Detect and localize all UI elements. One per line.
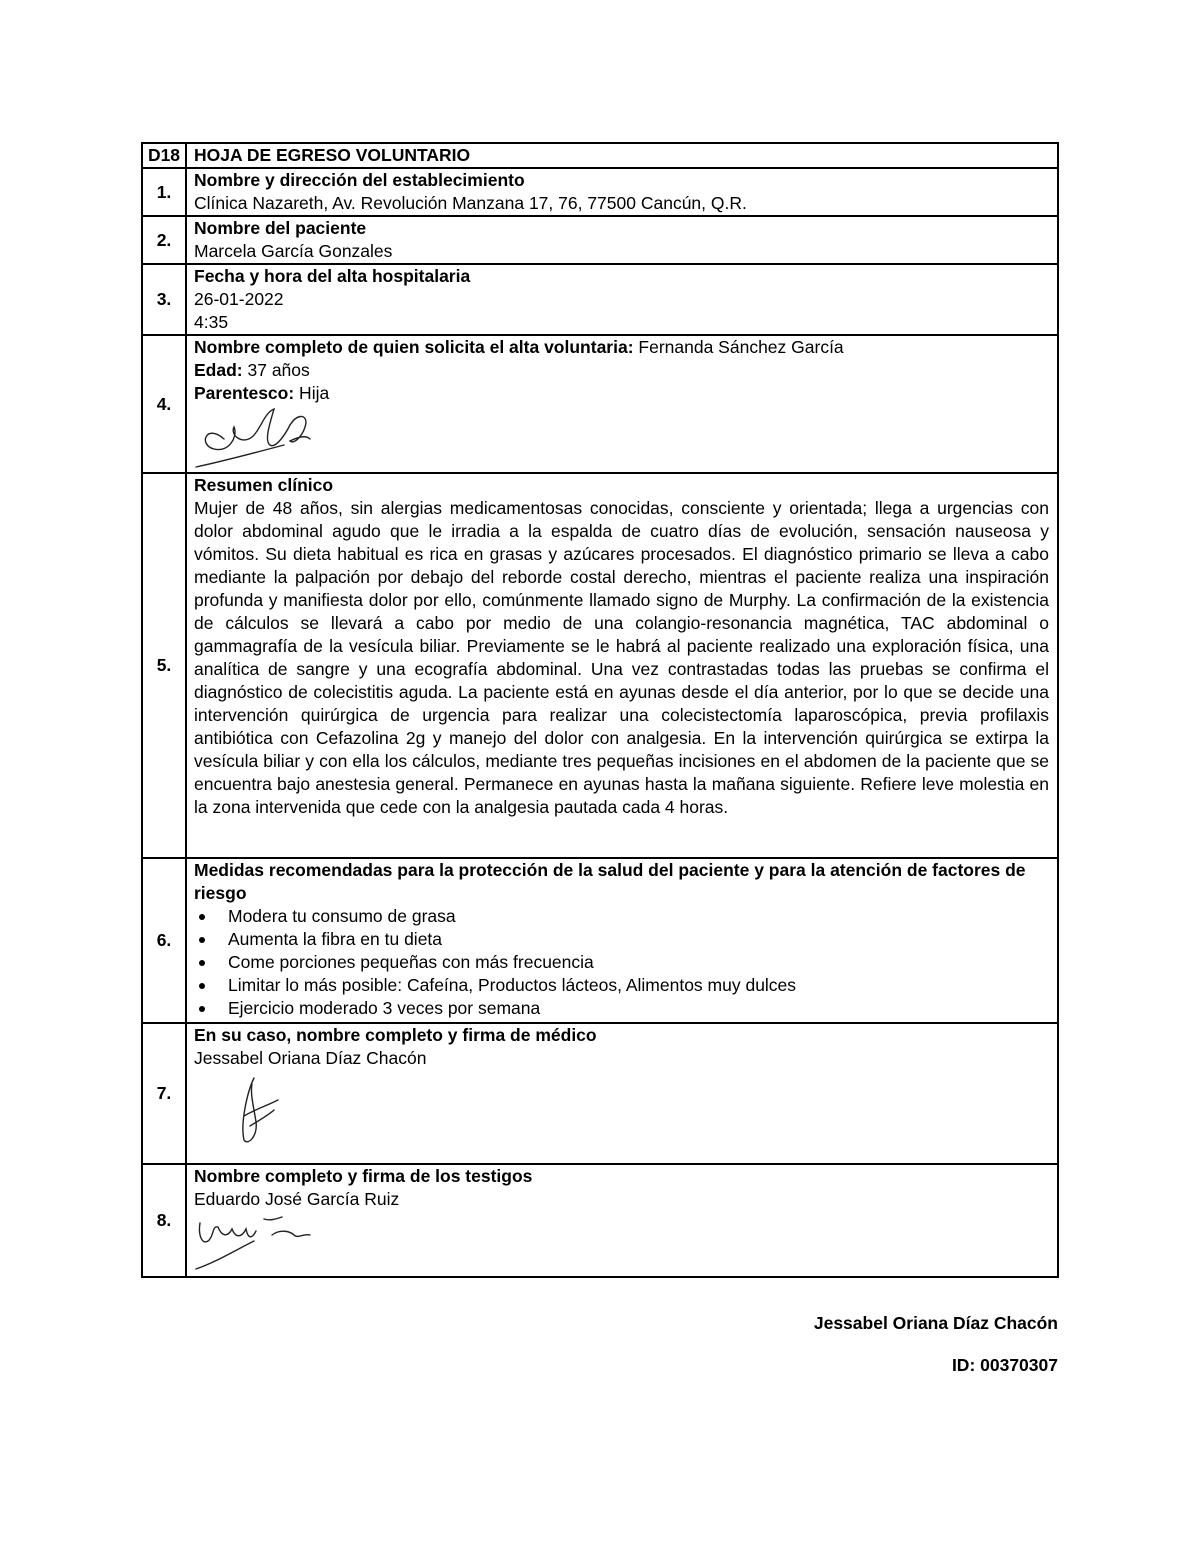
section-3-content	[186, 264, 1058, 335]
requester-value: Fernanda Sánchez García	[633, 337, 844, 357]
section-6-content	[186, 858, 1058, 1023]
section-2-row	[142, 216, 1058, 264]
patient-name-value: Marcela García Gonzales	[194, 241, 393, 261]
section-8-content	[186, 1164, 1058, 1277]
section-4-number: 4.	[142, 335, 186, 473]
section-6-number: 6.	[142, 858, 186, 1023]
relation-label: Parentesco:	[194, 383, 295, 403]
list-item: Ejercicio moderado 3 veces por semana	[194, 997, 1049, 1020]
physician-name: Jessabel Oriana Díaz Chacón	[194, 1048, 427, 1068]
form-code: D18	[142, 143, 186, 168]
section-8-number: 8.	[142, 1164, 186, 1277]
section-8-row	[142, 1164, 1058, 1277]
section-1-row	[142, 168, 1058, 216]
witness-heading: Nombre completo y firma de los testigos	[194, 1166, 533, 1186]
clinical-summary-heading: Resumen clínico	[194, 475, 334, 495]
section-2-content	[186, 216, 1058, 264]
witness-signature	[194, 1211, 324, 1271]
section-3-row	[142, 264, 1058, 335]
establishment-heading: Nombre y dirección del establecimiento	[194, 170, 525, 190]
list-item: Come porciones pequeñas con más frecuencia	[194, 951, 1049, 974]
relation-value: Hija	[294, 383, 330, 403]
section-5-row	[142, 473, 1058, 858]
section-7-content	[186, 1023, 1058, 1164]
section-4-row	[142, 335, 1058, 473]
section-1-number: 1.	[142, 168, 186, 216]
physician-signature	[214, 1070, 334, 1150]
list-item: Aumenta la fibra en tu dieta	[194, 928, 1049, 951]
section-6-row	[142, 858, 1058, 1023]
age-label: Edad:	[194, 360, 243, 380]
section-7-row	[142, 1023, 1058, 1164]
footer-id: ID: 00370307	[951, 1355, 1058, 1375]
footer-author: Jessabel Oriana Díaz Chacón	[813, 1313, 1058, 1333]
requester-label: Nombre completo de quien solicita el alta voluntaria:	[194, 337, 634, 357]
list-item: Modera tu consumo de grasa	[194, 905, 1049, 928]
section-2-number: 2.	[142, 216, 186, 264]
relation-line	[194, 382, 1049, 405]
discharge-form-table	[141, 142, 1059, 1278]
recommendations-list	[194, 905, 1049, 1020]
discharge-date: 26-01-2022	[194, 289, 284, 309]
form-header-row	[142, 143, 1058, 168]
section-5-number: 5.	[142, 473, 186, 858]
witness-name: Eduardo José García Ruiz	[194, 1189, 400, 1209]
patient-name-heading: Nombre del paciente	[194, 218, 367, 238]
age-value: 37 años	[242, 360, 310, 380]
section-1-content	[186, 168, 1058, 216]
form-title: HOJA DE EGRESO VOLUNTARIO	[186, 143, 1058, 168]
section-4-content	[186, 335, 1058, 473]
section-3-number: 3.	[142, 264, 186, 335]
section-5-content	[186, 473, 1058, 858]
age-line	[194, 359, 1049, 382]
requester-line	[194, 336, 1049, 359]
section-7-number: 7.	[142, 1023, 186, 1164]
discharge-datetime-heading: Fecha y hora del alta hospitalaria	[194, 266, 471, 286]
list-item: Limitar lo más posible: Cafeína, Productos lácteos, Alimentos muy dulces	[194, 974, 1049, 997]
clinical-summary-text: Mujer de 48 años, sin alergias medicamentosas conocidas, consciente y orientada; llega a urgencias con dolor abdominal agudo que le irradia a la espalda de cuatro días de evolución, sensación nauseosa y vómitos. Su dieta habitual es rica en grasas y azúcares procesados. El diagnóstico primario se lleva a cabo mediante la palpación por debajo del reborde costal derecho, mientras el paciente realiza una inspiración profunda y manifiesta dolor por ello, comúnmente llamado signo de Murphy. La confirmación de la existencia de cálculos se llevará a cabo por medio de una colangio-resonancia magnética, TAC abdominal o gammagrafía de la vesícula biliar. Previamente se le habrá al paciente realizado una exploración física, una analítica de sangre y una ecografía abdominal. Una vez contrastadas todas las pruebas se confirma el diagnóstico de colecistitis aguda. La paciente está en ayunas desde el día anterior, por lo que se decide una intervención quirúrgica de urgencia para realizar una colecistectomía laparoscópica, previa profilaxis antibiótica con Cefazolina 2g y manejo del dolor con analgesia. En la intervención quirúrgica se extirpa la vesícula biliar y con ella los cálculos, mediante tres pequeñas incisiones en el abdomen de la paciente que se encuentra bajo anestesia general. Permanece en ayunas hasta la mañana siguiente. Refiere leve molestia en la zona intervenida que cede con la analgesia pautada cada 4 horas.	[194, 498, 1049, 817]
discharge-time: 4:35	[194, 312, 229, 332]
recommendations-heading: Medidas recomendadas para la protección de la salud del paciente y para la atención de factores de riesgo	[194, 860, 1026, 903]
requester-signature	[194, 405, 324, 469]
physician-heading: En su caso, nombre completo y firma de médico	[194, 1025, 597, 1045]
establishment-value: Clínica Nazareth, Av. Revolución Manzana 17, 76, 77500 Cancún, Q.R.	[194, 193, 747, 213]
